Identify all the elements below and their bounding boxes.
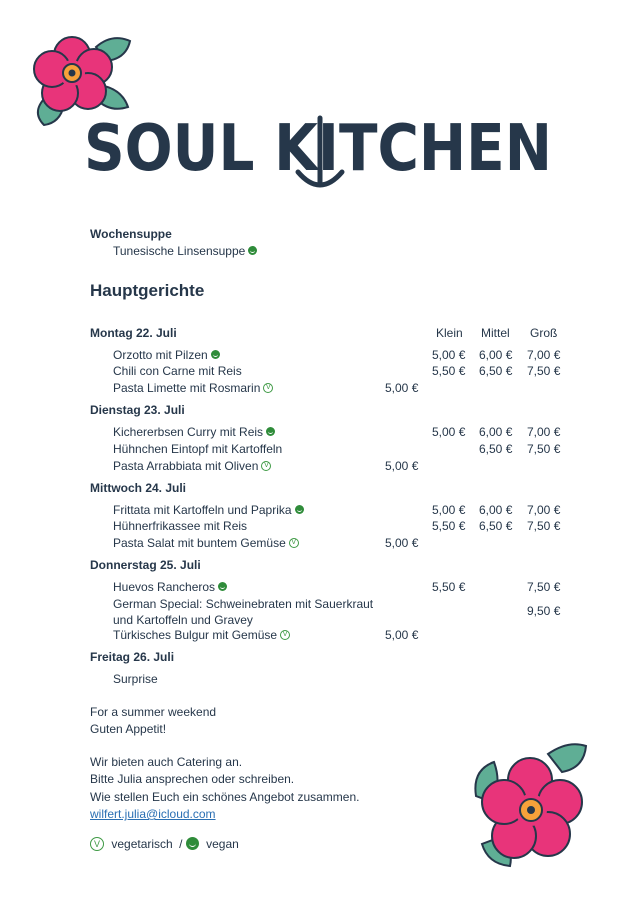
dish-name: Frittata mit Kartoffeln und Paprika [113, 503, 304, 518]
price-large: 7,50 € [527, 519, 561, 533]
section-title: Hauptgerichte [90, 281, 205, 300]
dish-name: Pasta Limette mit Rosmarin V [113, 381, 273, 396]
price-small: 5,50 € [432, 580, 466, 594]
day-heading-tuesday: Dienstag 23. Juli [90, 403, 185, 417]
svg-text:SOUL KITCHEN: SOUL KITCHEN [84, 112, 552, 186]
price-small: 5,00 € [432, 348, 466, 362]
price-large: 7,00 € [527, 348, 561, 362]
closing-line-2: Guten Appetit! [90, 722, 167, 736]
dish-name: Orzotto mit Pilzen [113, 348, 220, 363]
vegan-icon [218, 582, 227, 591]
price-small: 5,50 € [432, 519, 466, 533]
soup-heading: Wochensuppe [90, 227, 172, 241]
price-medium: 6,00 € [479, 348, 513, 362]
price-small: 5,00 € [432, 425, 466, 439]
closing-line-1: For a summer weekend [90, 705, 217, 719]
price-medium: 6,50 € [479, 364, 513, 378]
dish-name: Chili con Carne mit Reis [113, 364, 242, 378]
day-heading-friday: Freitag 26. Juli [90, 650, 175, 664]
price-medium: 6,00 € [479, 425, 513, 439]
price-large: 7,50 € [527, 364, 561, 378]
vegetarian-icon: V [261, 461, 271, 471]
price-large: 7,00 € [527, 425, 561, 439]
dish-name: Türkisches Bulgur mit Gemüse V [113, 628, 290, 643]
vegan-icon [211, 350, 220, 359]
dish-name: Kichererbsen Curry mit Reis [113, 425, 275, 440]
price-medium: 6,00 € [479, 503, 513, 517]
price-large: 7,50 € [527, 580, 561, 594]
price-small: 5,50 € [432, 364, 466, 378]
price-single: 5,00 € [385, 381, 419, 395]
price-large: 7,00 € [527, 503, 561, 517]
flower-illustration-bottom [468, 740, 592, 868]
price-large: 9,50 € [527, 604, 561, 618]
legend-vegetarian-label: vegetarisch [111, 837, 173, 851]
vegan-icon [295, 505, 304, 514]
dish-name: Huevos Rancheros [113, 580, 227, 595]
catering-line-2: Bitte Julia ansprechen oder schreiben. [90, 772, 295, 786]
dish-name: German Special: Schweinebraten mit Sauerkraut [113, 597, 374, 611]
day-heading-thursday: Donnerstag 25. Juli [90, 558, 201, 572]
dish-name: Surprise [113, 672, 158, 686]
dish-name: Hühnerfrikassee mit Reis [113, 519, 248, 533]
catering-email-link[interactable]: wilfert.julia@icloud.com [90, 807, 216, 821]
vegan-icon [248, 246, 257, 255]
dish-name-continued: und Kartoffeln und Gravey [113, 613, 253, 627]
day-heading-wednesday: Mittwoch 24. Juli [90, 481, 187, 495]
price-medium: 6,50 € [479, 442, 513, 456]
price-large: 7,50 € [527, 442, 561, 456]
dish-name: Pasta Salat mit buntem Gemüse V [113, 536, 299, 551]
legend-separator: / [179, 837, 183, 851]
price-single: 5,00 € [385, 536, 419, 550]
price-single: 5,00 € [385, 459, 419, 473]
vegetarian-icon: V [280, 630, 290, 640]
day-heading-monday: Montag 22. Juli [90, 326, 177, 340]
catering-line-1: Wir bieten auch Catering an. [90, 755, 243, 769]
soup-item: Tunesische Linsensuppe [113, 244, 257, 259]
vegetarian-icon: V [289, 538, 299, 548]
price-single: 5,00 € [385, 628, 419, 642]
vegetarian-icon: V [90, 837, 104, 851]
vegan-icon [186, 837, 199, 850]
size-header-medium: Mittel [481, 326, 510, 340]
legend-vegan-label: vegan [206, 837, 239, 851]
price-medium: 6,50 € [479, 519, 513, 533]
vegan-icon [266, 427, 275, 436]
diet-legend [90, 837, 239, 852]
dish-name: Pasta Arrabbiata mit Oliven V [113, 459, 271, 474]
dish-name: Hühnchen Eintopf mit Kartoffeln [113, 442, 283, 456]
catering-line-3: Wie stellen Euch ein schönes Angebot zusammen. [90, 790, 360, 804]
size-header-small: Klein [436, 326, 463, 340]
size-header-large: Groß [530, 326, 558, 340]
soul-kitchen-logo [84, 112, 554, 196]
price-small: 5,00 € [432, 503, 466, 517]
vegetarian-icon: V [263, 383, 273, 393]
